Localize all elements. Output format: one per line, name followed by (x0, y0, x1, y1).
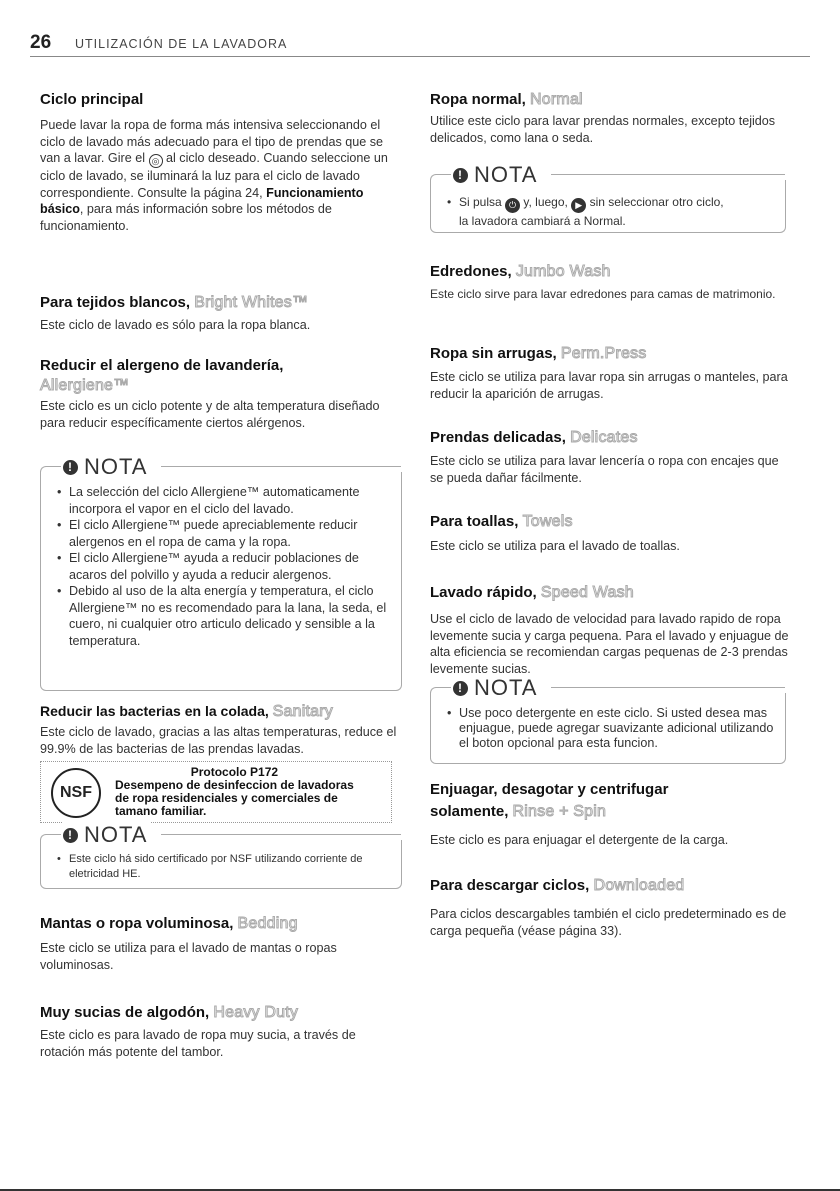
exclamation-icon: ! (63, 460, 78, 475)
section-title: Lavado rápido, (430, 584, 537, 601)
section-text: Para ciclos descargables también el ciclo predeterminado es de carga pequeña (véase página 33). (430, 907, 787, 938)
cycle-name: Sanitary (272, 703, 333, 720)
section-text: Utilice este ciclo para lavar prendas normales, excepto tejidos delicados, como lana o seda. (430, 114, 776, 145)
section-bedding (40, 914, 400, 973)
section-title: Ropa sin arrugas, (430, 345, 557, 362)
section-text: Este ciclo de lavado es sólo para la ropa blanca. (40, 318, 311, 332)
section-title: Reducir el alergeno de lavandería, (40, 357, 284, 374)
cycle-name: Heavy Duty (213, 1004, 299, 1021)
note-label: NOTA (474, 675, 538, 700)
list-item: • Debido al uso de la alta energía y temperatura, el ciclo Allergiene™ no es recomendado para la lana, la seda, el cuero, ni cualquier otro articulo delicado y sensible a la temperatura. (69, 583, 391, 649)
section-sanitary (40, 701, 405, 757)
section-title: Para descargar ciclos, (430, 877, 590, 894)
section-title: Muy sucias de algodón, (40, 1004, 210, 1021)
cycle-name: Allergiene™ (40, 377, 130, 394)
section-text: Este ciclo se utiliza para el lavado de toallas. (430, 539, 680, 553)
section-title: Para toallas, (430, 513, 519, 530)
cycle-name: Bright Whites™ (194, 294, 309, 311)
section-delicates (430, 428, 790, 486)
nsf-logo: NSF (51, 768, 101, 818)
exclamation-icon: ! (453, 681, 468, 696)
page-number: 26 (30, 32, 52, 53)
list-item: • El ciclo Allergiene™ ayuda a reducir poblaciones de acaros del polvillo y ayuda a reducir alergenos. (69, 550, 391, 583)
section-heavy-duty (40, 1003, 400, 1060)
section-text: Este ciclo de lavado, gracias a las altas temperaturas, reduce el 99.9% de las bacterias de las prendas lavadas. (40, 725, 397, 756)
note-box-allergiene (40, 454, 402, 691)
exclamation-icon: ! (453, 168, 468, 183)
section-title: Ciclo principal (40, 91, 144, 108)
section-rinse-spin (430, 780, 790, 849)
cycle-name: Normal (530, 91, 583, 108)
section-jumbo-wash (430, 262, 790, 303)
cycle-name: Towels (522, 513, 573, 530)
section-towels (430, 512, 790, 555)
section-allergiene (40, 356, 400, 431)
page-header (30, 30, 810, 57)
power-button-icon: ⏻ (505, 198, 520, 213)
page-section-title: UTILIZACIÓN DE LA LAVADORA (75, 37, 288, 51)
list-item: • Si pulsa ⏻ y, luego, ▶ sin seleccionar otro ciclo, la lavadora cambiará a Normal. (459, 194, 777, 230)
list-item: • Use poco detergente en este ciclo. Si usted desea mas enjuague, puede agregar suavizante adicional utilizando el boton opcional para esta funcion. (459, 706, 775, 751)
dial-icon: ◎ (149, 154, 163, 168)
cycle-name: Rinse + Spin (512, 803, 607, 820)
cycle-name: Jumbo Wash (515, 263, 611, 280)
section-ciclo-principal (40, 90, 400, 234)
nsf-protocol: Protocolo P172 (190, 765, 279, 779)
section-text: Use el ciclo de lavado de velocidad para lavado rapido de ropa levemente sucia y carga pequena. Para el lavado y enjuague de alta eficiencia se recomiendan cargas pequenas de 2-3 prendas levemente sucias. (430, 612, 789, 676)
section-title-cont: solamente, (430, 803, 509, 820)
note-box-nsf (40, 822, 402, 889)
note-box-normal (430, 162, 786, 233)
note-label: NOTA (474, 162, 538, 187)
section-normal (430, 90, 790, 146)
section-text: Este ciclo se utiliza para el lavado de mantas o ropas voluminosas. (40, 941, 337, 972)
nsf-certification-box: NSF Protocolo P172 Desempeno de desinfeccion de lavadoras de ropa residenciales y comerciales de tamano familiar. (40, 761, 392, 823)
list-item: • Este ciclo há sido certificado por NSF utilizando corriente de eletricidad HE. (69, 852, 391, 882)
cycle-name: Delicates (570, 429, 638, 446)
section-title: Enjuagar, desagotar y centrifugar (430, 781, 669, 798)
cycle-name: Perm.Press (560, 345, 647, 362)
section-title: Edredones, (430, 263, 512, 280)
section-title: Para tejidos blancos, (40, 294, 191, 311)
cycle-name: Bedding (237, 915, 298, 932)
start-pause-button-icon: ▶ (571, 198, 586, 213)
list-item: • El ciclo Allergiene™ puede apreciablemente reducir alergenos en el ropa de cama y la ropa. (69, 517, 391, 550)
section-title: Mantas o ropa voluminosa, (40, 915, 234, 932)
section-title: Ropa normal, (430, 91, 526, 108)
section-title: Prendas delicadas, (430, 429, 566, 446)
cycle-name: Speed Wash (540, 584, 634, 601)
note-box-speed-wash (430, 675, 786, 764)
section-perm-press (430, 344, 790, 402)
section-downloaded (430, 876, 790, 939)
section-text: Este ciclo es para enjuagar el detergente de la carga. (430, 833, 729, 847)
note-label: NOTA (84, 822, 148, 847)
section-text: Puede lavar la ropa de forma más intensiva seleccionando el ciclo de lavado más adecuado para el tipo de prendas que se van a lavar. Gire el ◎ al ciclo deseado. Cuando seleccione un ciclo de lavado, se iluminará la luz para el ciclo de lavado correspondiente. Consulte la página 24, Funcionamiento básico, para más información sobre los métodos de funcionamiento. (40, 118, 388, 233)
section-title: Reducir las bacterias en la colada, (40, 703, 269, 719)
section-speed-wash (430, 583, 795, 677)
note-label: NOTA (84, 454, 148, 479)
section-text: Este ciclo se utiliza para lavar lencería o ropa con encajes que se pueda dañar fácilmente. (430, 454, 779, 485)
section-bright-whites (40, 293, 400, 334)
section-text: Este ciclo es para lavado de ropa muy sucia, a través de rotación más potente del tambor. (40, 1028, 356, 1059)
section-text: Este ciclo es un ciclo potente y de alta temperatura diseñado para reducir específicamente ciertos alérgenos. (40, 399, 380, 430)
cycle-name: Downloaded (593, 877, 685, 894)
section-text: Este ciclo sirve para lavar edredones para camas de matrimonio. (430, 287, 776, 301)
list-item: • La selección del ciclo Allergiene™ automaticamente incorpora el vapor en el ciclo del lavado. (69, 484, 391, 517)
section-text: Este ciclo se utiliza para lavar ropa sin arrugas o manteles, para reducir la aparición de arrugas. (430, 370, 788, 401)
exclamation-icon: ! (63, 828, 78, 843)
